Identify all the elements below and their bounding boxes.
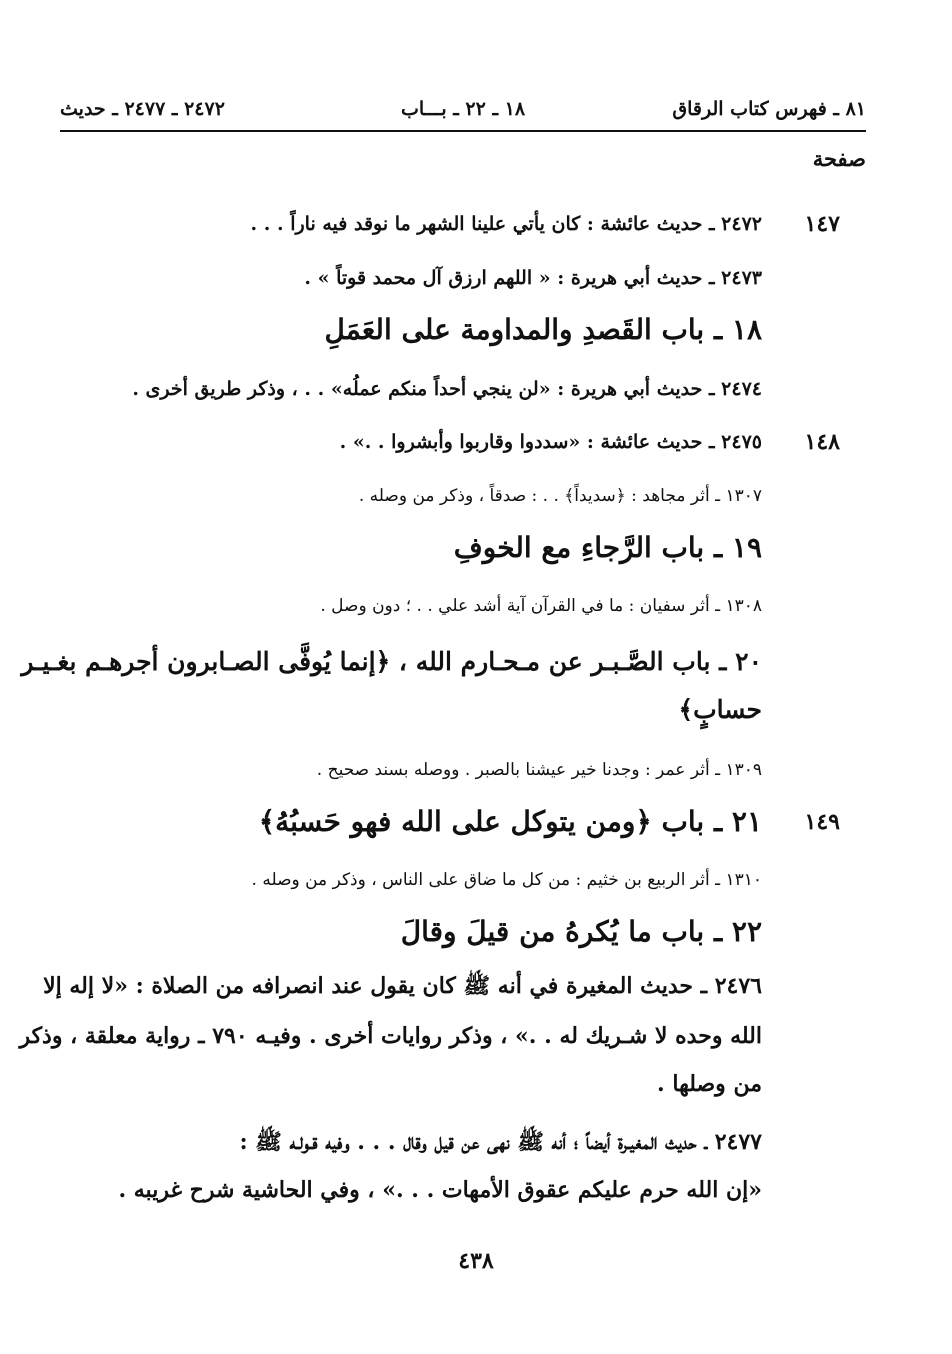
page-column-label: صفحة [812, 146, 866, 171]
index-entry-line: من وصلها . [657, 1071, 762, 1097]
index-entry-line: «إن الله حرم عليكم عقوق الأمهات . . .» ، وفي الحاشية شرح غريبه . [118, 1177, 762, 1203]
index-entry: ٢٤٧٣ ـ حديث أبي هريرة : « اللهم ارزق آل محمد قوتاً » . [304, 267, 762, 289]
index-entry: ٢٤٧٥ ـ حديث عائشة : «سددوا وقاربوا وأبشروا . .» . [339, 431, 762, 453]
chapter-heading: ١٨ ـ باب القَصدِ والمداومة على العَمَلِ [324, 313, 762, 346]
header-book-title: ٨١ ـ فهرس كتاب الرقاق [672, 98, 866, 120]
chapter-heading: ١٩ ـ باب الرَّجاءِ مع الخوفِ [453, 531, 762, 564]
chapter-heading: ٢٠ ـ باب الصَّـبـر عن مـحـارم الله ، ﴿إنما يُوفَّى الصـابرون أجرهـم بغـيـر [21, 647, 762, 676]
entry-page-number: ١٤٧ [804, 211, 840, 237]
index-entry: ١٣٠٨ ـ أثر سفيان : ما في القرآن آية أشد علي . . ؛ دون وصل . [320, 596, 762, 616]
page-number: ٤٣٨ [458, 1248, 494, 1274]
index-entry-line: الله وحده لا شـريك له . .» ، وذكر روايات أخرى . وفيـه ٧٩٠ ـ رواية معلقة ، وذكر [19, 1023, 762, 1049]
chapter-heading-continued: حسابٍ﴾ [678, 695, 762, 724]
index-entry: ١٣١٠ ـ أثر الربيع بن خثيم : من كل ما ضاق على الناس ، وذكر من وصله . [251, 870, 762, 890]
index-entry: ١٣٠٧ ـ أثر مجاهد : ﴿سديداً﴾ . . : صدقاً ، وذكر من وصله . [358, 486, 762, 506]
header-hadith-range: ٢٤٧٢ ـ ٢٤٧٧ ـ حديث [60, 98, 225, 120]
header-chapters: ١٨ ـ ٢٢ ـ بـــاب [400, 98, 526, 120]
index-entry: ١٣٠٩ ـ أثر عمر : وجدنا خير عيشنا بالصبر . ووصله بسند صحيح . [316, 760, 762, 780]
chapter-heading: ٢٢ ـ باب ما يُكرهُ من قيلَ وقالَ [400, 915, 762, 948]
index-entry: ٢٤٧٤ ـ حديث أبي هريرة : «لن ينجي أحداً منكم عملُه» . . ، وذكر طريق أخرى . [132, 378, 762, 400]
entry-page-number: ١٤٨ [804, 429, 840, 455]
index-entry-line: ٢٤٧٦ ـ حديث المغيرة في أنه ﷺ كان يقول عند انصرافه من الصلاة : «لا إله إلا [43, 973, 762, 999]
entry-page-number: ١٤٩ [804, 809, 840, 835]
index-entry: ٢٤٧٢ ـ حديث عائشة : كان يأتي علينا الشهر ما نوقد فيه ناراً . . . [250, 213, 762, 235]
running-header [60, 96, 866, 132]
index-entry-line: ٢٤٧٧ ـ حديث المغيـرة أيضاً ؛ أنه ﷺ نهى عن قيل وقال . . . وفيه قـولـه ﷺ : [239, 1129, 762, 1155]
chapter-heading: ٢١ ـ باب ﴿ومن يتوكل على الله فهو حَسبُهُ﴾ [258, 805, 762, 838]
